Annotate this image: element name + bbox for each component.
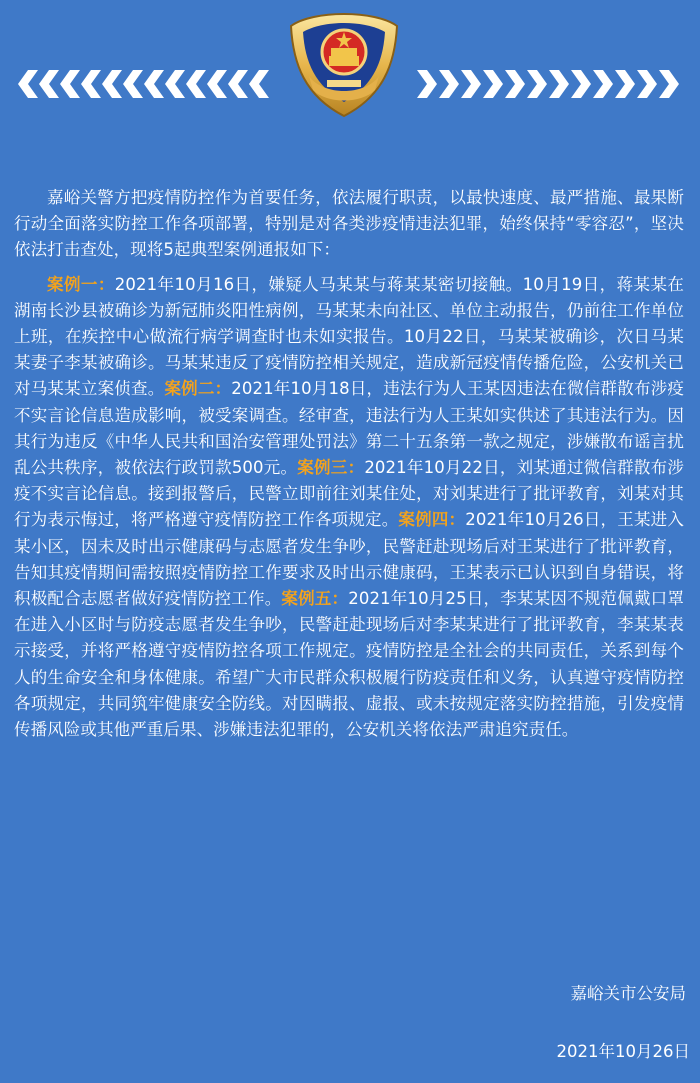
intro-paragraph: 嘉峪关警方把疫情防控作为首要任务，依法履行职责，以最快速度、最严措施、最果断行动全面落实防控工作各项部署，特别是对各类涉疫情违法犯罪，始终保持“零容忍”，坚决依法打击查处，现将5起典型案例通报如下：: [14, 188, 684, 260]
police-emblem-icon: [283, 4, 405, 122]
case-5-text: 2021年10月25日，李某某因不规范佩戴口罩在进入小区时与防疫志愿者发生争吵，民警赶赴现场后对李某某进行了批评教育，李某某表示接受，并将严格遵守疫情防控各项工作规定。: [14, 589, 684, 661]
header: [0, 0, 700, 140]
publish-date: 2021年10月26日: [556, 1042, 690, 1061]
signature: 嘉峪关市公安局: [570, 984, 686, 1003]
chevron-pattern-icon: [415, 66, 683, 102]
case-1-label: 案例一：: [47, 274, 115, 294]
case-3-label: 案例三：: [297, 458, 365, 478]
case-3-text: 2021年10月22日，刘某通过微信群散布涉疫不实言论信息。接到报警后，民警立即前往刘某住处，对刘某进行了批评教育，刘某对其行为表示悔过，将严格遵守疫情防控工作各项规定。: [14, 458, 685, 530]
body-paragraph: [14, 272, 684, 744]
case-4-text: 2021年10月26日，王某进入某小区，因未及时出示健康码与志愿者发生争吵，民警赶赴现场后对王某进行了批评教育，告知其疫情期间需按照疫情防控工作要求及时出示健康码，王某表示已认识到自身错误，将积极配合志愿者做好疫情防控工作。: [14, 510, 684, 609]
case-4-label: 案例四：: [398, 510, 466, 530]
case-5-label: 案例五：: [281, 589, 349, 609]
case-2-text: 2021年10月18日，违法行为人王某因违法在微信群散布涉疫不实言论信息造成影响，被受案调查。经审查，违法行为人王某如实供述了其违法行为。因其行为违反《中华人民共和国治安管理处罚法》第二十五条第一款之规定，涉嫌散布谣言扰乱公共秩序，被依法行政罚款500元。: [14, 379, 685, 478]
notice-content: [14, 185, 684, 743]
case-2-label: 案例二：: [164, 379, 232, 399]
closing-text: 疫情防控是全社会的共同责任，关系到每个人的生命安全和身体健康。希望广大市民群众积极履行防疫责任和义务，认真遵守疫情防控各项规定，共同筑牢健康安全防线。对因瞒报、虚报、或未按规定落实防控措施，引发疫情传播风险或其他严重后果、涉嫌违法犯罪的，公安机关将依法严肃追究责任。: [14, 641, 684, 740]
case-1-text: 2021年10月16日，嫌疑人马某某与蒋某某密切接触。10月19日，蒋某某在湖南长沙县被确诊为新冠肺炎阳性病例，马某某未向社区、单位主动报告，仍前往工作单位上班，在疾控中心做流行病学调查时也未如实报告。10月22日，马某某被确诊，次日马某某妻子李某被确诊。马某某违反了疫情防控相关规定，造成新冠疫情传播危险，公安机关已对马某某立案侦查。: [14, 274, 684, 399]
chevron-pattern-icon: [16, 66, 274, 102]
